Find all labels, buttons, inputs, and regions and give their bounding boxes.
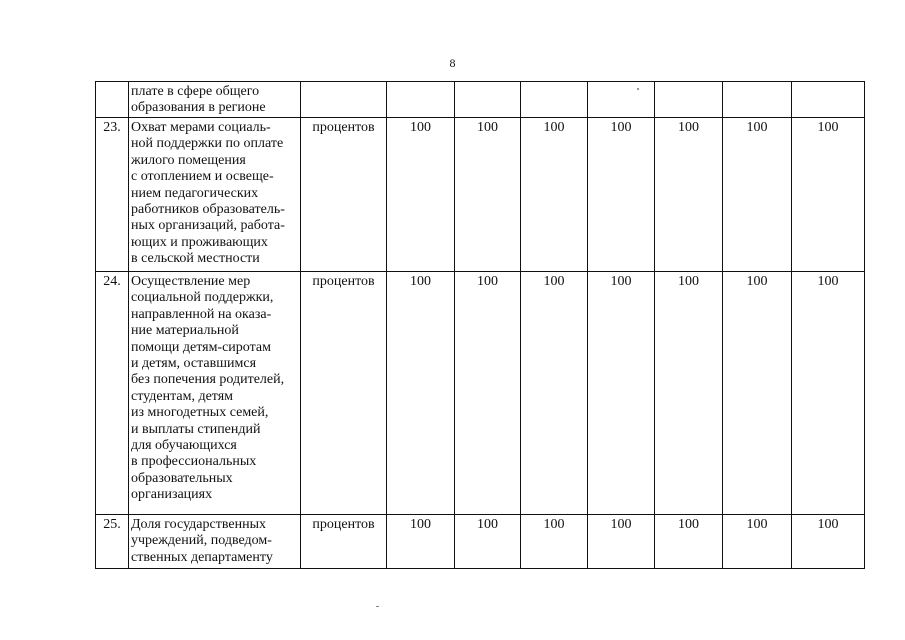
value-cell: 100 bbox=[723, 272, 792, 515]
value-cell: 100 bbox=[387, 272, 455, 515]
value-cell: 100 bbox=[387, 118, 455, 272]
indicator-description: Осуществление мер социальной поддержки, направленной на оказа- ние материальной помощи детям-сиротам и детям, оставшимся без попечения родителей, студентам, детям из многодетных семей, и выплаты стипендий для обучающихся в профессиональных образовательных организациях bbox=[129, 272, 301, 515]
value-cell bbox=[521, 82, 588, 118]
value-cell: 100 bbox=[588, 515, 655, 569]
value-cell: 100 bbox=[521, 515, 588, 569]
value-cell: 100 bbox=[723, 118, 792, 272]
scan-speck bbox=[376, 606, 379, 607]
value-cell: 100 bbox=[792, 272, 865, 515]
value-cell: 100 bbox=[723, 515, 792, 569]
value-cell: 100 bbox=[588, 272, 655, 515]
indicator-description: Доля государственных учреждений, подведом- ственных департаменту bbox=[129, 515, 301, 569]
table-body bbox=[96, 82, 865, 569]
indicator-description: плате в сфере общего образования в регионе bbox=[129, 82, 301, 118]
indicator-description: Охват мерами социаль- ной поддержки по оплате жилого помещения с отоплением и освеще- нием педагогических работников образователь- ных организаций, работа- ющих и проживающих в сельской местности bbox=[129, 118, 301, 272]
value-cell: 100 bbox=[455, 515, 521, 569]
value-cell: 100 bbox=[588, 118, 655, 272]
table-row bbox=[96, 82, 865, 118]
row-number: 24. bbox=[96, 272, 129, 515]
scan-speck bbox=[637, 88, 639, 90]
indicator-table bbox=[95, 81, 865, 569]
value-cell bbox=[387, 82, 455, 118]
value-cell bbox=[723, 82, 792, 118]
value-cell: 100 bbox=[387, 515, 455, 569]
value-cell: 100 bbox=[655, 515, 723, 569]
value-cell bbox=[792, 82, 865, 118]
value-cell bbox=[455, 82, 521, 118]
value-cell: 100 bbox=[521, 272, 588, 515]
value-cell: 100 bbox=[792, 515, 865, 569]
row-number: 25. bbox=[96, 515, 129, 569]
unit-of-measure: процентов bbox=[301, 272, 387, 515]
value-cell bbox=[655, 82, 723, 118]
value-cell: 100 bbox=[655, 272, 723, 515]
value-cell: 100 bbox=[655, 118, 723, 272]
unit-of-measure bbox=[301, 82, 387, 118]
table-row bbox=[96, 118, 865, 272]
unit-of-measure: процентов bbox=[301, 118, 387, 272]
value-cell: 100 bbox=[455, 118, 521, 272]
unit-of-measure: процентов bbox=[301, 515, 387, 569]
table-row bbox=[96, 515, 865, 569]
table-row bbox=[96, 272, 865, 515]
value-cell: 100 bbox=[521, 118, 588, 272]
page-number: 8 bbox=[449, 56, 456, 70]
value-cell: 100 bbox=[455, 272, 521, 515]
row-number: 23. bbox=[96, 118, 129, 272]
value-cell: 100 bbox=[792, 118, 865, 272]
row-number bbox=[96, 82, 129, 118]
value-cell bbox=[588, 82, 655, 118]
